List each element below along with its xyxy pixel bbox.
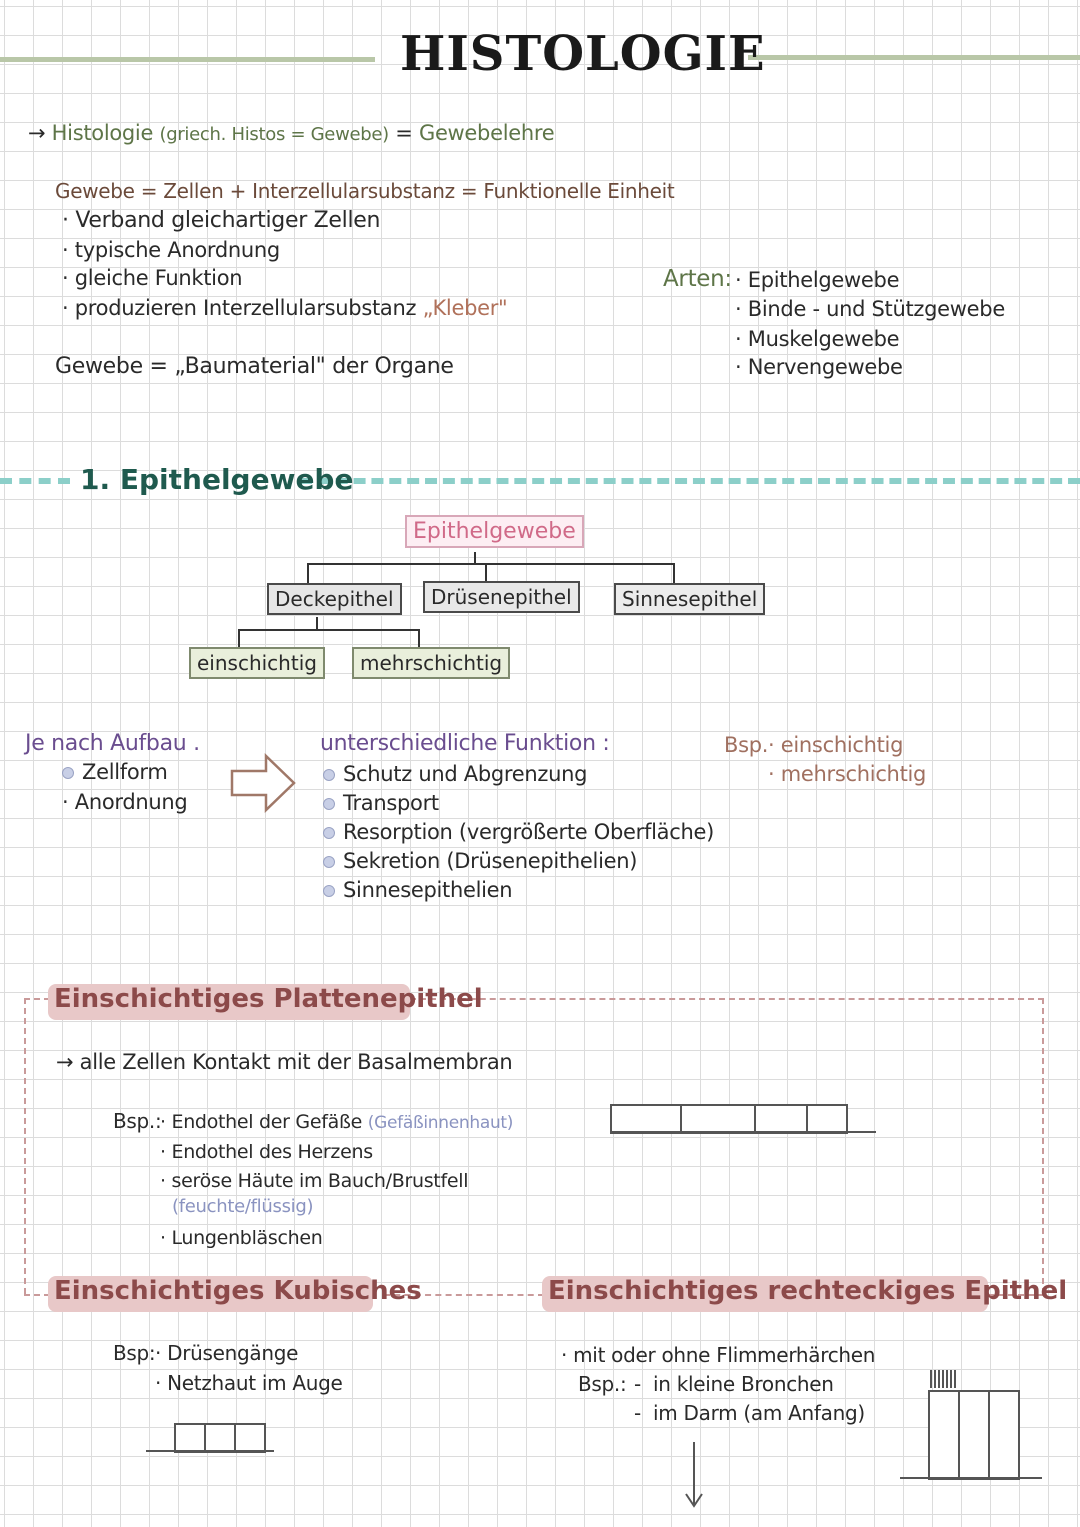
- definition-bullet: · typische Anordnung: [62, 238, 280, 262]
- tree-node-einschichtig: einschichtig: [189, 647, 325, 679]
- tree-connector: [238, 629, 240, 647]
- right-arrow-icon: [230, 753, 298, 813]
- baumaterial-line: Gewebe = „Baumaterial" der Organe: [55, 354, 454, 379]
- bsp-item: · einschichtig: [768, 733, 904, 757]
- intro-term: Histologie: [51, 121, 154, 145]
- platten-example: · Lungenbläschen: [160, 1227, 323, 1249]
- arten-label: Arten:: [663, 266, 732, 292]
- intro-meaning: Gewebelehre: [418, 121, 555, 145]
- tree-node-druesenepithel: Drüsenepithel: [423, 581, 580, 613]
- dashed-frame: [24, 998, 26, 1294]
- title-rule-left: [0, 57, 375, 62]
- arten-item: · Muskelgewebe: [735, 327, 900, 351]
- funktion-item: Sinnesepithelien: [323, 878, 512, 902]
- section-heading: 1. Epithelgewebe: [80, 463, 354, 496]
- tree-connector: [673, 563, 675, 583]
- tree-node-mehrschichtig: mehrschichtig: [352, 647, 510, 679]
- bsp-label: Bsp.: [724, 733, 769, 757]
- tree-connector: [238, 629, 420, 631]
- definition-bullet: · Verband gleichartiger Zellen: [62, 208, 381, 233]
- platten-bsp-label: Bsp.:: [113, 1109, 162, 1133]
- funktion-heading: unterschiedliche Funktion :: [320, 731, 610, 756]
- section-dash-right: [300, 478, 1080, 484]
- definition-bullet: · gleiche Funktion: [62, 266, 243, 290]
- tree-node-sinnesepithel: Sinnesepithel: [614, 583, 765, 615]
- tree-connector: [307, 563, 674, 565]
- aufbau-item: · Anordnung: [62, 790, 188, 814]
- aufbau-heading: Je nach Aufbau .: [25, 731, 200, 756]
- dashed-frame: [410, 998, 1044, 1000]
- arrow-icon: →: [28, 121, 52, 145]
- title-rule-right: [748, 55, 1080, 60]
- tree-root: Epithelgewebe: [405, 515, 584, 548]
- platten-example: · Endothel des Herzens: [160, 1141, 373, 1163]
- dashed-frame: [24, 998, 50, 1000]
- rechteckig-heading: Einschichtiges rechteckiges Epithel: [548, 1276, 1068, 1306]
- tree-connector: [485, 563, 487, 583]
- dashed-frame: [1042, 998, 1044, 1294]
- tree-node-deckepithel: Deckepithel: [267, 583, 402, 615]
- definition-bullet: · produzieren Interzellularsubstanz „Kleber": [62, 296, 508, 320]
- platten-heading: Einschichtiges Plattenepithel: [54, 984, 483, 1014]
- platten-example-note: (feuchte/flüssig): [172, 1196, 314, 1217]
- tree-connector: [418, 629, 420, 647]
- arten-item: · Binde - und Stützgewebe: [735, 297, 1005, 321]
- intro-etymology: (griech. Histos = Gewebe): [159, 124, 389, 145]
- arten-item: · Epithelgewebe: [735, 268, 900, 292]
- kubisch-heading: Einschichtiges Kubisches: [54, 1276, 422, 1306]
- intro-eq: =: [395, 121, 413, 145]
- intro-line: [28, 121, 554, 145]
- kubisch-item: · Netzhaut im Auge: [155, 1371, 343, 1395]
- platten-example: · seröse Häute im Bauch/Brustfell: [160, 1170, 469, 1192]
- rechteckig-item: - im Darm (am Anfang): [634, 1401, 865, 1425]
- platten-example: · Endothel der Gefäße (Gefäßinnenhaut): [160, 1111, 514, 1133]
- rechteckig-note: · mit oder ohne Flimmerhärchen: [561, 1343, 876, 1367]
- arten-item: · Nervengewebe: [735, 355, 903, 379]
- bsp-item: · mehrschichtig: [768, 762, 927, 786]
- dashed-frame: [24, 1294, 50, 1296]
- down-arrow-icon: [684, 1440, 704, 1510]
- rechteckig-bsp-label: Bsp.:: [578, 1372, 627, 1396]
- kubisch-item: · Drüsengänge: [155, 1341, 299, 1365]
- page-title: HISTOLOGIE: [400, 26, 766, 82]
- kubisch-bsp-label: Bsp:: [113, 1341, 156, 1365]
- funktion-item: Resorption (vergrößerte Oberfläche): [323, 820, 714, 844]
- aufbau-item: Zellform: [62, 760, 168, 784]
- funktion-item: Schutz und Abgrenzung: [323, 762, 587, 786]
- section-dash-left: [0, 478, 70, 484]
- platten-note: → alle Zellen Kontakt mit der Basalmembran: [56, 1050, 513, 1074]
- rechteckig-item: - in kleine Bronchen: [634, 1372, 834, 1396]
- definition-line: Gewebe = Zellen + Interzellularsubstanz = Funktionelle Einheit: [55, 179, 675, 203]
- tree-connector: [307, 563, 309, 583]
- funktion-item: Transport: [323, 791, 439, 815]
- funktion-item: Sekretion (Drüsenepithelien): [323, 849, 637, 873]
- kleber-note: „Kleber": [422, 296, 508, 320]
